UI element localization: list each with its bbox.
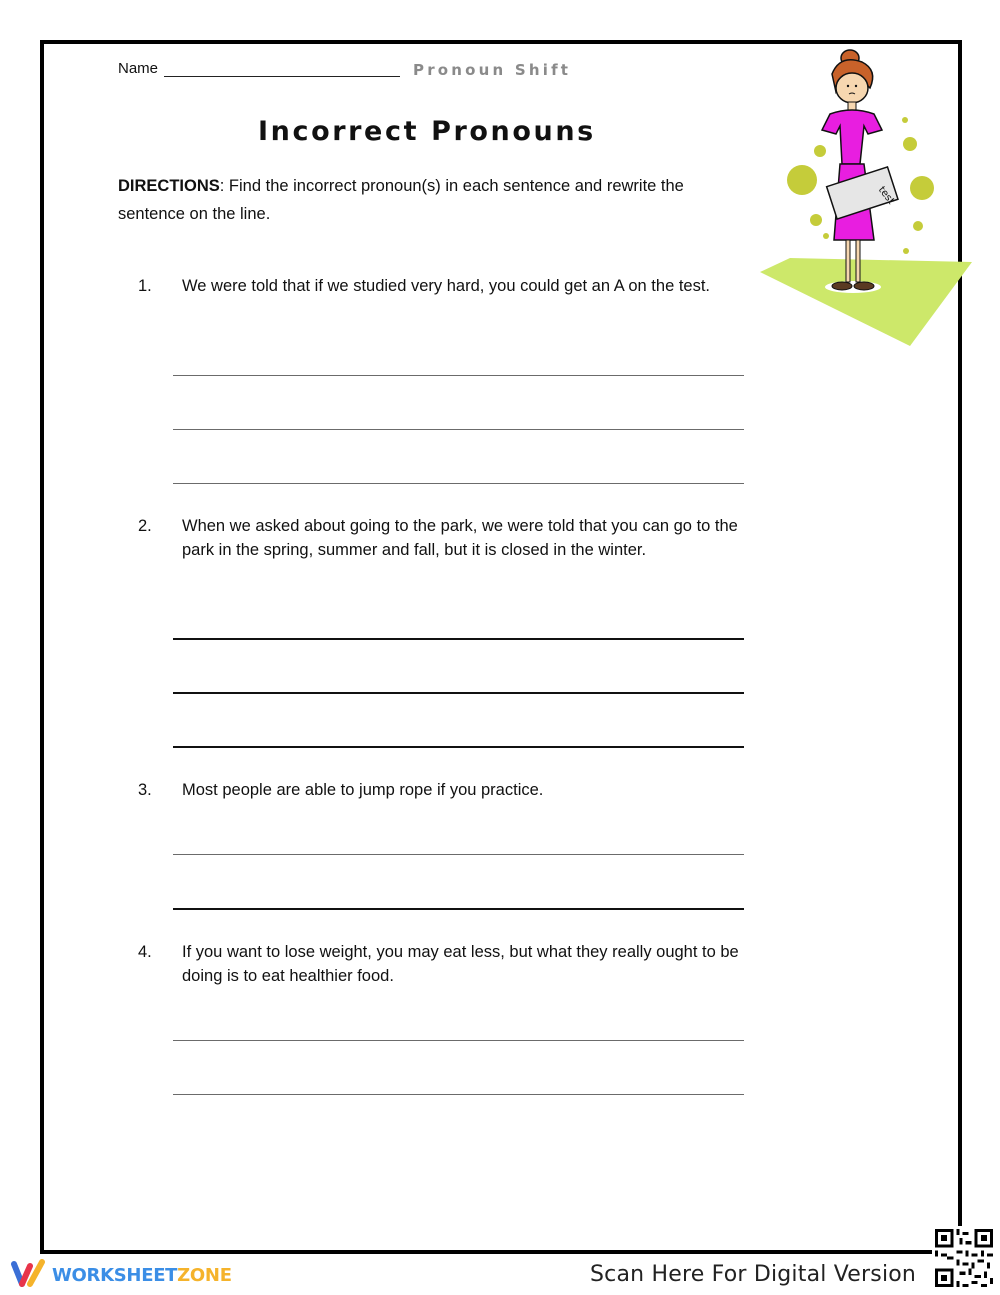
scan-caption: Scan Here For Digital Version xyxy=(590,1262,917,1287)
svg-text:test: test xyxy=(875,184,897,207)
answer-line[interactable] xyxy=(173,375,744,376)
worksheetzone-logo[interactable] xyxy=(10,1258,232,1293)
worksheet-subtitle: Pronoun Shift xyxy=(413,61,572,79)
worksheetzone-logo-icon xyxy=(10,1258,46,1293)
name-input-line[interactable] xyxy=(164,62,400,77)
answer-line[interactable] xyxy=(173,1040,744,1041)
answer-line[interactable] xyxy=(173,908,744,910)
answer-line[interactable] xyxy=(173,1094,744,1095)
answer-line[interactable] xyxy=(173,854,744,855)
question-text: If you want to lose weight, you may eat less, but what they really ought to be doing is to eat healthier food. xyxy=(182,943,739,985)
brand-name: WORKSHEETZONE xyxy=(52,1265,232,1286)
name-label: Name xyxy=(118,60,159,77)
answer-line[interactable] xyxy=(173,692,744,694)
directions xyxy=(118,172,748,228)
question-number: 1. xyxy=(138,277,152,295)
question-text: Most people are able to jump rope if you practice. xyxy=(182,781,544,799)
directions-label: DIRECTIONS xyxy=(118,177,220,195)
question-text: When we asked about going to the park, we were told that you can go to the park in the spring, summer and fall, but it is closed in the winter. xyxy=(182,517,738,559)
question-text: We were told that if we studied very hard, you could get an A on the test. xyxy=(182,277,711,295)
answer-line[interactable] xyxy=(173,483,744,484)
answer-line[interactable] xyxy=(173,429,744,430)
question-number: 3. xyxy=(138,781,152,799)
qr-code-icon[interactable] xyxy=(932,1226,996,1290)
answer-line[interactable] xyxy=(173,638,744,640)
answer-line[interactable] xyxy=(173,746,744,748)
directions-text: : Find the incorrect pronoun(s) in each sentence and rewrite the sentence on the line. xyxy=(118,177,684,223)
teacher-holding-test-icon xyxy=(750,44,975,349)
worksheet-title: Incorrect Pronouns xyxy=(258,116,596,147)
question-number: 2. xyxy=(138,517,152,535)
name-field-row xyxy=(118,60,400,77)
question-number: 4. xyxy=(138,943,152,961)
